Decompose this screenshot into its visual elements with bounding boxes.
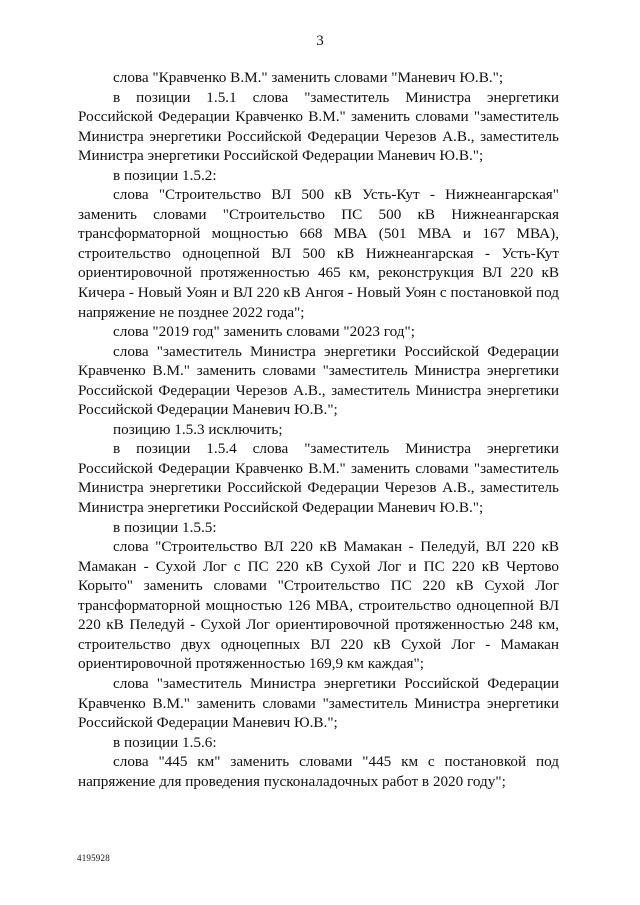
document-body (78, 68, 559, 791)
paragraph: в позиции 1.5.1 слова "заместитель Министра энергетики Российской Федерации Кравченко В.М." заменить словами "заместитель Министра энергетики Российской Федерации Черезов А.В., заместитель Министра энергетики Российской Федерации Маневич Ю.В."; (78, 88, 559, 165)
paragraph: в позиции 1.5.5: (113, 518, 217, 536)
paragraph: позицию 1.5.3 исключить; (113, 420, 283, 438)
paragraph: в позиции 1.5.6: (113, 733, 217, 751)
paragraph: в позиции 1.5.2: (113, 166, 217, 184)
paragraph: слова "445 км" заменить словами "445 км с постановкой под напряжение для проведения пусконаладочных работ в 2020 году"; (78, 753, 559, 790)
paragraph: в позиции 1.5.4 слова "заместитель Министра энергетики Российской Федерации Кравченко В.М." заменить словами "заместитель Министра энергетики Российской Федерации Черезов А.В., заместитель Министра энергетики Российской Федерации Маневич Ю.В."; (78, 440, 559, 517)
paragraph: слова "Кравченко В.М." заменить словами "Маневич Ю.В."; (113, 69, 504, 86)
paragraph: слова "Строительство ВЛ 220 кВ Мамакан - Пеледуй, ВЛ 220 кВ Мамакан - Сухой Лог с ПС 220 кВ Сухой Лог и ПС 220 кВ Чертово Корыто" заменить словами "Строительство ПС 220 кВ Сухой Лог трансформаторной мощностью 126 МВА, строительство одноцепной ВЛ 220 кВ Пеледуй - Сухой Лог ориентировочной протяженностью 248 км, строительство двух одноцепных ВЛ 220 кВ Сухой Лог - Мамакан ориентировочной протяженностью 169,9 км каждая"; (78, 538, 559, 673)
document-id: 4195928 (77, 853, 110, 863)
paragraph: слова "заместитель Министра энергетики Российской Федерации Кравченко В.М." заменить словами "заместитель Министра энергетики Российской Федерации Маневич Ю.В."; (78, 674, 559, 732)
paragraph: слова "Строительство ВЛ 500 кВ Усть-Кут - Нижнеангарская" заменить словами "Строительство ПС 500 кВ Нижнеангарская трансформаторной мощностью 668 МВА (501 МВА и 167 МВА), строительство одноцепной ВЛ 500 кВ Нижнеангарская - Усть-Кут ориентировочной протяженностью 465 км, реконструкция ВЛ 220 кВ Кичера - Новый Уоян и ВЛ 220 кВ Ангоя - Новый Уоян с постановкой под напряжение не позднее 2022 года"; (78, 186, 559, 321)
paragraph: слова "2019 год" заменить словами "2023 год"; (113, 323, 415, 341)
page-number: 3 (316, 33, 324, 49)
paragraph: слова "заместитель Министра энергетики Российской Федерации Кравченко В.М." заменить словами "заместитель Министра энергетики Российской Федерации Черезов А.В., заместитель Министра энергетики Российской Федерации Маневич Ю.В."; (78, 342, 559, 419)
